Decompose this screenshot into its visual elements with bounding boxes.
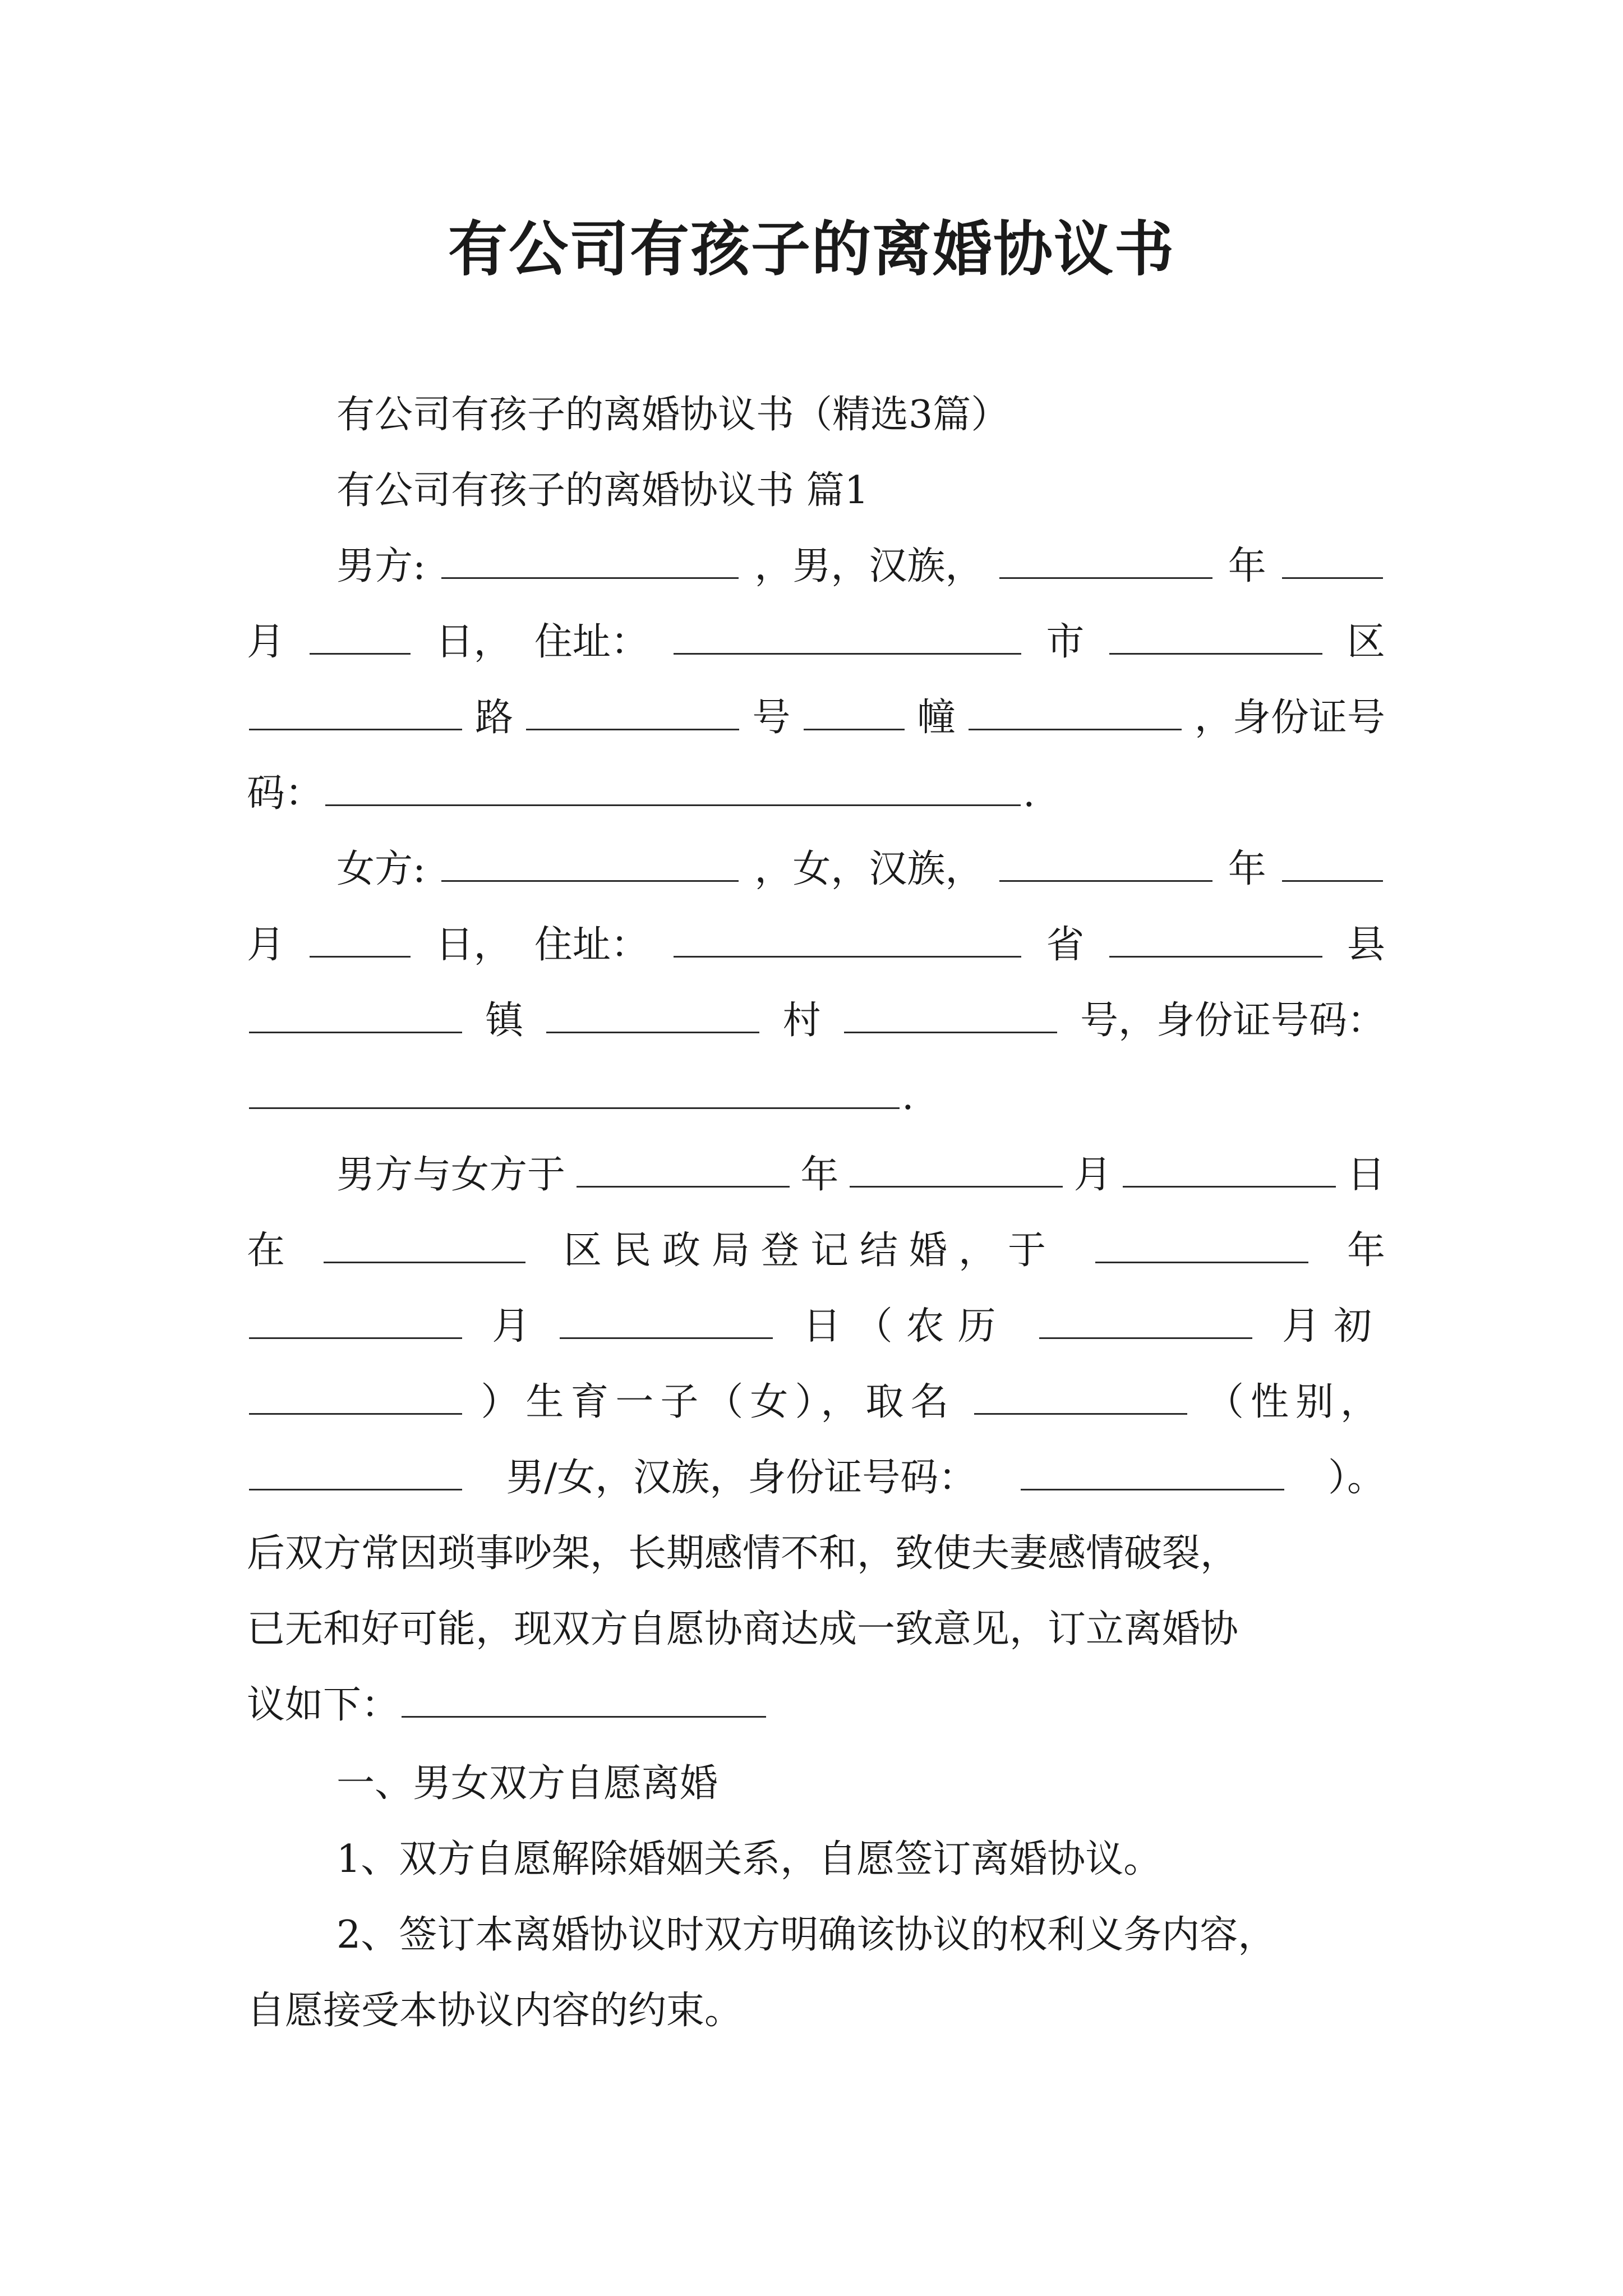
marriage-line-5 <box>247 1450 1385 1506</box>
male-road-blank[interactable] <box>249 694 462 730</box>
female-province-blank[interactable] <box>674 921 1021 958</box>
female-county-blank[interactable] <box>1109 921 1322 958</box>
marriage-l6: 后双方常因琐事吵架，长期感情不和，致使夫妻感情破裂， <box>247 1531 1239 1576</box>
male-city-blank[interactable] <box>674 618 1021 655</box>
article1-heading-text: 一、男女双方自愿离婚 <box>336 1761 718 1806</box>
marriage-l2-c: 年 <box>1347 1228 1385 1273</box>
article1-heading <box>247 1756 1385 1812</box>
male-id-label-b: 码： <box>247 771 324 816</box>
male-road-label: 路 <box>475 696 514 740</box>
agreement-blank[interactable] <box>402 1681 766 1718</box>
marriage-l3-a: 月 <box>492 1304 531 1349</box>
male-id-label-a: ，身份证号 <box>1194 696 1385 740</box>
marriage-line-8 <box>247 1677 1385 1733</box>
female-line-1 <box>247 841 1385 898</box>
marriage-l7: 已无和好可能，现双方自愿协商达成一致意见，订立离婚协 <box>247 1607 1239 1651</box>
child-birth-year-blank[interactable] <box>1095 1227 1308 1263</box>
marriage-l1-b: 年 <box>800 1153 839 1197</box>
female-name-blank[interactable] <box>441 845 739 882</box>
marriage-l3-c: 月初 <box>1281 1304 1385 1349</box>
marriage-l2-a: 在 <box>247 1228 285 1273</box>
marriage-l1-a: 男方与女方于 <box>336 1153 566 1197</box>
male-gender-ethnic: ，男，汉族， <box>754 544 984 588</box>
male-number-blank[interactable] <box>526 694 739 730</box>
marriage-line-6 <box>247 1526 1385 1582</box>
female-month-label: 月 <box>247 923 285 967</box>
male-birth-year-blank[interactable] <box>999 542 1212 579</box>
marriage-l4-a: ）生育一子（女），取名 <box>481 1380 956 1424</box>
marriage-line-2 <box>247 1223 1385 1279</box>
child-birth-month-blank[interactable] <box>249 1303 462 1339</box>
female-label: 女方: <box>336 847 426 891</box>
male-unit-blank[interactable] <box>969 694 1182 730</box>
female-province-label: 省 <box>1046 923 1085 967</box>
marriage-line-7 <box>247 1602 1385 1658</box>
male-address-label: 住址： <box>534 620 649 664</box>
marriage-l1-c: 月 <box>1073 1153 1112 1197</box>
child-name-blank[interactable] <box>974 1378 1187 1415</box>
article1-item1-text: 1、双方自愿解除婚姻关系，自愿签订离婚协议。 <box>336 1837 1162 1881</box>
female-id-blank[interactable] <box>249 1073 900 1109</box>
marriage-line-3 <box>247 1299 1385 1355</box>
female-town-label: 镇 <box>485 999 524 1043</box>
male-birth-month-blank[interactable] <box>1282 542 1383 579</box>
male-line-1 <box>247 539 1385 595</box>
section-heading-text: 有公司有孩子的离婚协议书 篇1 <box>336 468 869 513</box>
document-title: 有公司有孩子的离婚协议书 <box>448 214 1175 284</box>
child-gender-blank[interactable] <box>249 1454 462 1490</box>
subtitle <box>247 387 1385 443</box>
male-label: 男方: <box>336 544 426 588</box>
male-line-4 <box>247 766 1385 822</box>
female-number-id-label: 号，身份证号码： <box>1080 999 1385 1043</box>
marriage-l4-b: （性别， <box>1205 1380 1385 1424</box>
marriage-l5-a: 男/女，汉族，身份证号码： <box>506 1456 977 1500</box>
marriage-district-blank[interactable] <box>324 1227 525 1263</box>
section-heading <box>247 463 1385 519</box>
article1-item2-a <box>247 1907 1385 1963</box>
female-line-2 <box>247 917 1385 973</box>
female-address-label: 住址： <box>534 923 649 967</box>
male-month-label: 月 <box>247 620 285 664</box>
marriage-l3-b: 日（农历 <box>803 1304 1009 1349</box>
article1-item1 <box>247 1832 1385 1888</box>
lunar-month-blank[interactable] <box>1039 1303 1252 1339</box>
female-birth-day-blank[interactable] <box>310 921 411 958</box>
marriage-l1-d: 日 <box>1347 1153 1385 1197</box>
female-village-blank[interactable] <box>546 997 759 1033</box>
marriage-line-4 <box>247 1374 1385 1430</box>
male-id-blank[interactable] <box>325 770 1021 806</box>
male-building-label: 幢 <box>917 696 956 740</box>
female-end: . <box>902 1074 914 1119</box>
female-county-label: 县 <box>1347 923 1385 967</box>
lunar-day-blank[interactable] <box>249 1378 462 1415</box>
male-city-label: 市 <box>1046 620 1085 664</box>
article1-item2-a-text: 2、签订本离婚协议时双方明确该协议的权利义务内容， <box>336 1913 1276 1957</box>
female-number-blank[interactable] <box>844 997 1057 1033</box>
female-year-label: 年 <box>1228 847 1266 891</box>
marriage-year-blank[interactable] <box>577 1151 790 1188</box>
female-village-label: 村 <box>782 999 821 1043</box>
male-end: . <box>1023 771 1035 816</box>
marriage-line-1 <box>247 1147 1385 1203</box>
child-id-blank[interactable] <box>1021 1454 1284 1490</box>
article1-item2-b <box>247 1983 1385 2039</box>
female-town-blank[interactable] <box>249 997 462 1033</box>
male-year-label: 年 <box>1228 544 1266 588</box>
male-line-2 <box>247 614 1385 670</box>
marriage-l8: 议如下： <box>247 1683 400 1727</box>
male-name-blank[interactable] <box>441 542 739 579</box>
male-district-blank[interactable] <box>1109 618 1322 655</box>
male-district-label: 区 <box>1347 620 1385 664</box>
marriage-day-blank[interactable] <box>1123 1151 1336 1188</box>
female-line-3 <box>247 993 1385 1049</box>
marriage-l5-b: ）。 <box>1327 1456 1385 1500</box>
child-birth-day-blank[interactable] <box>560 1303 773 1339</box>
subtitle-text: 有公司有孩子的离婚协议书（精选3篇） <box>336 393 1009 437</box>
marriage-month-blank[interactable] <box>850 1151 1063 1188</box>
female-line-4 <box>247 1069 1385 1125</box>
male-building-blank[interactable] <box>804 694 905 730</box>
male-number-label: 号 <box>752 696 791 740</box>
female-day-label: 日， <box>435 923 512 967</box>
male-line-3 <box>247 690 1385 746</box>
female-birth-month-blank[interactable] <box>1282 845 1383 882</box>
male-birth-day-blank[interactable] <box>310 618 411 655</box>
female-gender-ethnic: ，女，汉族， <box>754 847 984 891</box>
male-day-label: 日， <box>435 620 512 664</box>
marriage-l2-b: 区民政局登记结婚，于 <box>563 1228 1057 1273</box>
article1-item2-b-text: 自愿接受本协议内容的约束。 <box>247 1989 743 2033</box>
female-birth-year-blank[interactable] <box>999 845 1212 882</box>
